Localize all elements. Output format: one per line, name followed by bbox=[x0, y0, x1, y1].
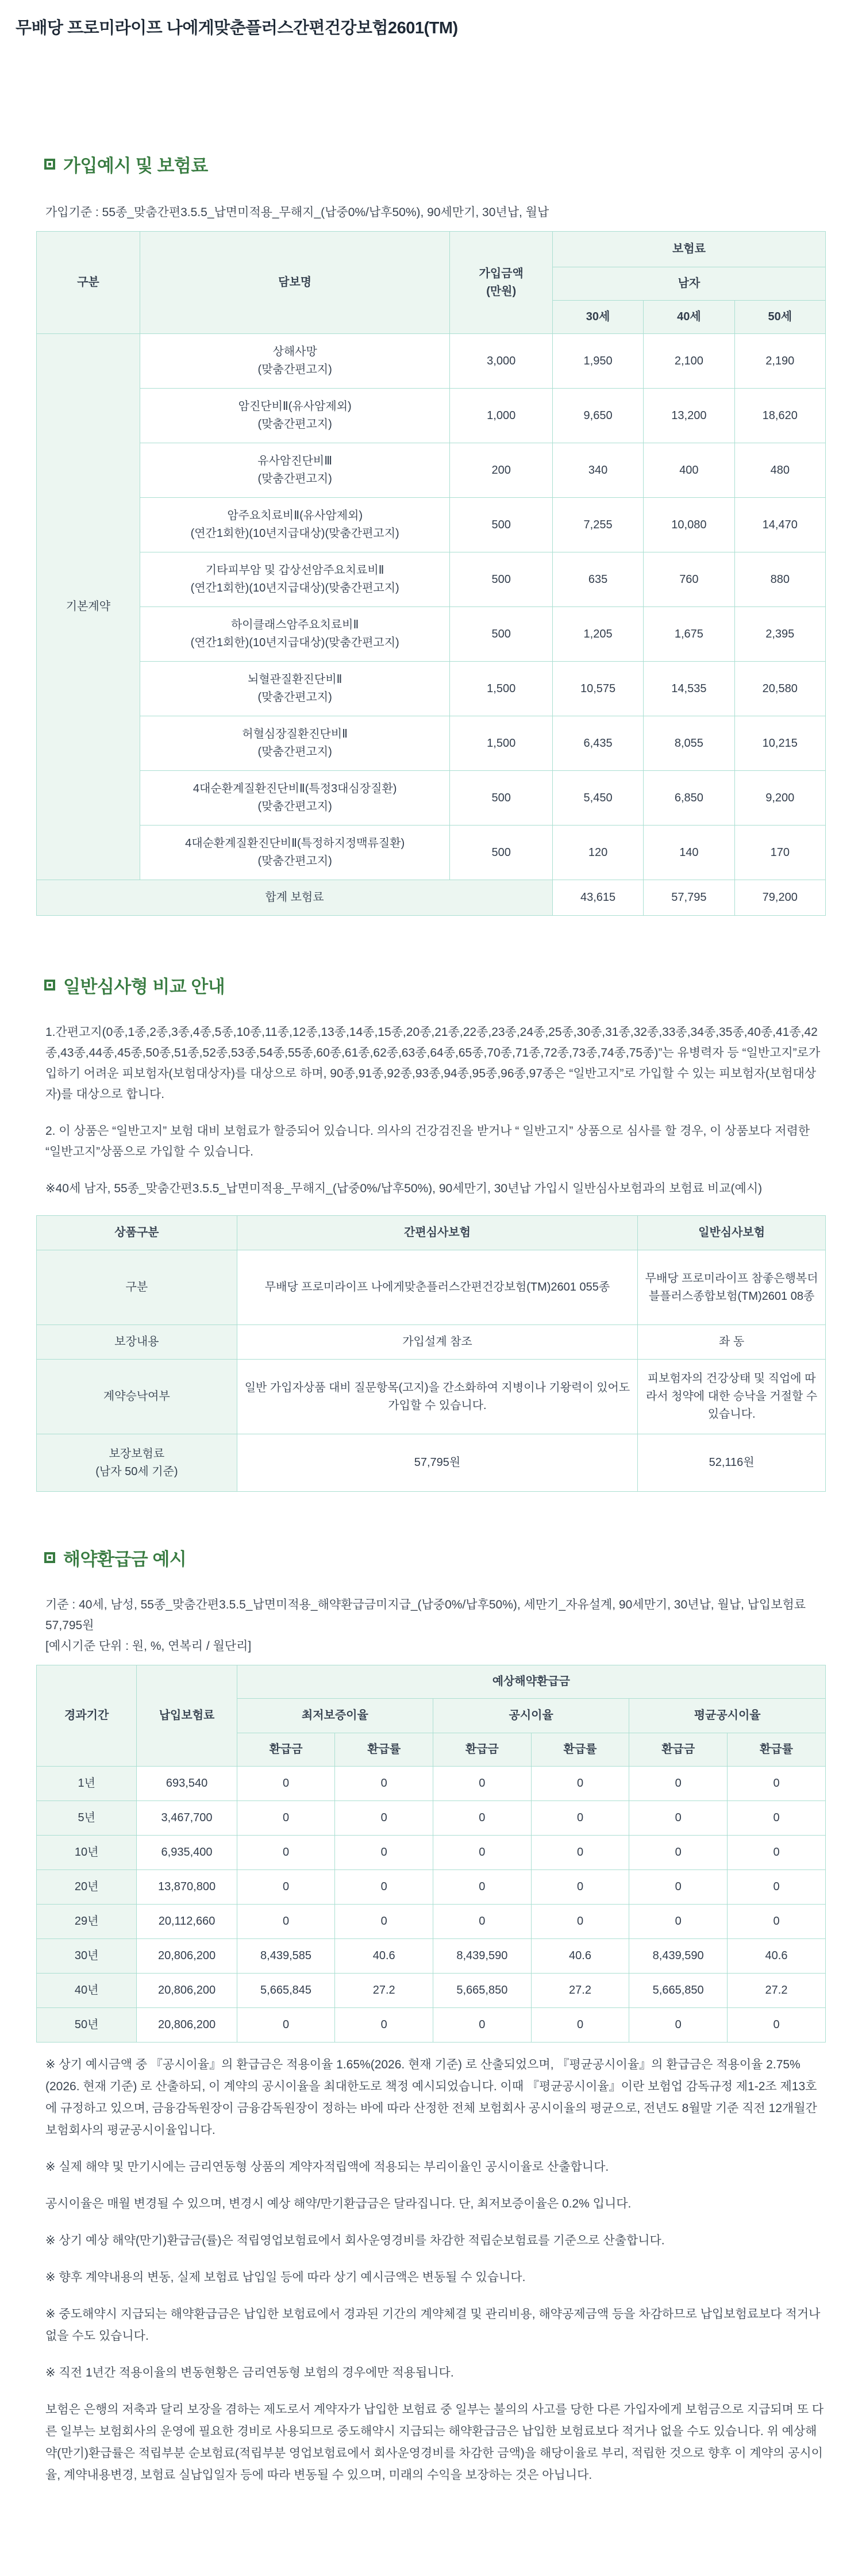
row-label: 보장내용 bbox=[37, 1325, 237, 1360]
col-header-paid-premium: 납입보험료 bbox=[137, 1665, 237, 1767]
table-row bbox=[37, 552, 826, 607]
coverage-name: 하이클래스암주요치료비Ⅱ bbox=[230, 619, 359, 631]
row-label: 구분 bbox=[37, 1250, 237, 1325]
col-header-expected-surrender: 예상해약환급금 bbox=[237, 1665, 825, 1699]
premium-40: 8,055 bbox=[644, 716, 734, 771]
section-heading-surrender-value bbox=[44, 1545, 826, 1571]
col-header-age-40: 40세 bbox=[644, 301, 734, 334]
coverage-sub: (맞춤간편고지) bbox=[257, 691, 332, 704]
premium-30: 5,450 bbox=[552, 771, 643, 826]
refund-amount: 8,439,590 bbox=[629, 1939, 728, 1974]
coverage-sub: (연간1회한)(10년지급대상)(맞춤간편고지) bbox=[190, 527, 399, 540]
premium-40: 14,535 bbox=[644, 662, 734, 716]
col-header-coverage: 담보명 bbox=[140, 232, 450, 334]
refund-amount: 5,665,845 bbox=[237, 1974, 335, 2008]
general-review-value: 무배당 프로미라이프 참좋은행복더블플러스종합보험(TM)2601 08종 bbox=[638, 1250, 826, 1325]
coverage-cell bbox=[140, 771, 450, 826]
refund-rate: 0 bbox=[728, 1905, 826, 1939]
premium-50: 14,470 bbox=[734, 498, 825, 552]
coverage-name: 암진단비Ⅱ(유사암제외) bbox=[238, 400, 352, 413]
refund-amount: 0 bbox=[433, 1905, 532, 1939]
col-header-refund-rate: 환급률 bbox=[728, 1733, 826, 1767]
coverage-cell bbox=[140, 498, 450, 552]
amount-value: 3,000 bbox=[450, 334, 552, 389]
total-label: 합계 보험료 bbox=[37, 880, 553, 916]
col-header-refund-amount: 환급금 bbox=[237, 1733, 335, 1767]
row-label bbox=[37, 1434, 237, 1492]
coverage-name: 뇌혈관질환진단비Ⅱ bbox=[247, 673, 343, 686]
section-heading-label: 가입예시 및 보험료 bbox=[63, 156, 208, 176]
premium-50: 9,200 bbox=[734, 771, 825, 826]
table-row bbox=[37, 1360, 826, 1434]
premium-30: 340 bbox=[552, 443, 643, 498]
coverage-cell bbox=[140, 443, 450, 498]
comparison-table bbox=[36, 1215, 826, 1492]
table-row bbox=[37, 498, 826, 552]
refund-rate: 0 bbox=[335, 1905, 433, 1939]
col-header-elapsed-period: 경과기간 bbox=[37, 1665, 137, 1767]
refund-rate: 0 bbox=[335, 1836, 433, 1870]
paid-premium: 20,806,200 bbox=[137, 1939, 237, 1974]
section-heading-label: 일반심사형 비교 안내 bbox=[63, 977, 225, 997]
refund-amount: 0 bbox=[433, 1870, 532, 1905]
col-header-refund-amount: 환급금 bbox=[433, 1733, 532, 1767]
premium-50: 480 bbox=[734, 443, 825, 498]
table-row bbox=[37, 1905, 826, 1939]
refund-rate: 0 bbox=[728, 1767, 826, 1801]
footnote: ※ 상기 예시금액 중 『공시이율』의 환급금은 적용이율 1.65%(2026. 현재 기준) 로 산출되었으며, 『평균공시이율』의 환급금은 적용이율 2.75%(2026. 현재 기준) 로 산출하되, 이 계약의 공시이율을 최대한도로 책정 예시되었습니다. 이때 『평균공시이율』이란 보험업 감독규정 제1-2조 제13호에 규정하고 있으며, 금융감독원장이 금융감독원장이 정하는 바에 따라 산정한 전체 보험회사 공시이율의 평균으로, 전년도 8월말 기준 직전 12개월간 보험회사의 평균공시이율입니다. bbox=[45, 2058, 817, 2137]
coverage-cell bbox=[140, 607, 450, 662]
col-header-product-type: 상품구분 bbox=[37, 1216, 237, 1250]
coverage-cell bbox=[140, 662, 450, 716]
table-row bbox=[37, 1870, 826, 1905]
coverage-sub: (맞춤간편고지) bbox=[257, 418, 332, 431]
surrender-value-table bbox=[36, 1665, 826, 2043]
footnote: ※ 상기 예상 해약(만기)환급금(률)은 적립영업보험료에서 회사운영경비를 차감한 적립순보험료를 기준으로 산출합니다. bbox=[45, 2234, 665, 2247]
header-row-1 bbox=[37, 1665, 826, 1699]
group-label-basic-contract: 기본계약 bbox=[37, 334, 140, 880]
surrender-criteria: 기준 : 40세, 남성, 55종_맞춤간편3.5.5_납면미적용_해약환급금미지급_(납중0%/납후50%), 세만기_자유설계, 90세만기, 30년납, 월납, 납입보험료 57,795원 bbox=[45, 1598, 806, 1632]
amount-value: 500 bbox=[450, 607, 552, 662]
refund-rate: 0 bbox=[531, 2008, 629, 2043]
subscription-criteria: 가입기준 : 55종_맞춤간편3.5.5_납면미적용_무해지_(납중0%/납후50%), 90세만기, 30년납, 월납 bbox=[45, 206, 549, 219]
period-label: 29년 bbox=[37, 1905, 137, 1939]
premium-30: 1,205 bbox=[552, 607, 643, 662]
refund-amount: 0 bbox=[629, 1836, 728, 1870]
header-row-1 bbox=[37, 232, 826, 267]
refund-rate: 27.2 bbox=[531, 1974, 629, 2008]
premium-30: 10,575 bbox=[552, 662, 643, 716]
refund-amount: 0 bbox=[629, 1905, 728, 1939]
coverage-sub: (연간1회한)(10년지급대상)(맞춤간편고지) bbox=[190, 582, 399, 594]
table-row bbox=[37, 607, 826, 662]
table-row bbox=[37, 1434, 826, 1492]
coverage-cell bbox=[140, 389, 450, 443]
refund-rate: 0 bbox=[335, 1870, 433, 1905]
paid-premium: 3,467,700 bbox=[137, 1801, 237, 1836]
coverage-name: 기타피부암 및 갑상선암주요치료비Ⅱ bbox=[205, 564, 384, 577]
period-label: 50년 bbox=[37, 2008, 137, 2043]
refund-amount: 0 bbox=[237, 1870, 335, 1905]
premium-40: 760 bbox=[644, 552, 734, 607]
refund-amount: 0 bbox=[433, 1836, 532, 1870]
coverage-cell bbox=[140, 716, 450, 771]
table-row bbox=[37, 1801, 826, 1836]
premium-40: 140 bbox=[644, 826, 734, 880]
coverage-sub: (맞춤간편고지) bbox=[257, 855, 332, 867]
period-label: 20년 bbox=[37, 1870, 137, 1905]
row-label-line1: 보장보험료 bbox=[109, 1447, 165, 1460]
premium-50: 2,190 bbox=[734, 334, 825, 389]
table-row bbox=[37, 1767, 826, 1801]
refund-amount: 0 bbox=[237, 1801, 335, 1836]
refund-rate: 0 bbox=[531, 1836, 629, 1870]
coverage-cell bbox=[140, 334, 450, 389]
table-row bbox=[37, 1325, 826, 1360]
table-row bbox=[37, 334, 826, 389]
refund-rate: 0 bbox=[728, 1870, 826, 1905]
section-heading-general-comparison bbox=[44, 972, 826, 998]
refund-rate: 0 bbox=[728, 1836, 826, 1870]
col-header-age-50: 50세 bbox=[734, 301, 825, 334]
col-header-amount-line1: 가입금액 bbox=[479, 267, 524, 280]
refund-amount: 0 bbox=[433, 1767, 532, 1801]
header-row bbox=[37, 1216, 826, 1250]
premium-example-table bbox=[36, 231, 826, 916]
footnote: 공시이율은 매월 변경될 수 있으며, 변경시 예상 해약/만기환급금은 달라집니다. 단, 최저보증이율은 0.2% 입니다. bbox=[45, 2197, 632, 2210]
footnote: ※ 중도해약시 지급되는 해약환급금은 납입한 보험료에서 경과된 기간의 계약체결 및 관리비용, 해약공제금액 등을 차감하므로 납입보험료보다 적거나 없을 수도 있습니다. bbox=[45, 2308, 821, 2343]
paid-premium: 693,540 bbox=[137, 1767, 237, 1801]
footnote: ※ 향후 계약내용의 변동, 실제 보험료 납입일 등에 따라 상기 예시금액은 변동될 수 있습니다. bbox=[45, 2271, 526, 2284]
section-heading-subscription-example bbox=[44, 151, 826, 177]
insurance-product-page bbox=[0, 15, 862, 2576]
period-label: 30년 bbox=[37, 1939, 137, 1974]
comparison-para-3: ※40세 남자, 55종_맞춤간편3.5.5_납면미적용_무해지_(납중0%/납후50%), 90세만기, 30년납 가입시 일반심사보험과의 보험료 비교(예시) bbox=[45, 1182, 763, 1195]
total-premium-40: 57,795 bbox=[644, 880, 734, 916]
table-row bbox=[37, 443, 826, 498]
premium-40: 13,200 bbox=[644, 389, 734, 443]
col-header-refund-amount: 환급금 bbox=[629, 1733, 728, 1767]
table-row bbox=[37, 1974, 826, 2008]
table-row bbox=[37, 1939, 826, 1974]
refund-rate: 0 bbox=[335, 1767, 433, 1801]
premium-50: 20,580 bbox=[734, 662, 825, 716]
col-header-gender: 남자 bbox=[552, 267, 825, 301]
amount-value: 500 bbox=[450, 498, 552, 552]
coverage-name: 4대순환계질환진단비Ⅱ(특정하지정맥류질환) bbox=[185, 837, 405, 850]
coverage-name: 상해사망 bbox=[272, 345, 317, 358]
table-row bbox=[37, 826, 826, 880]
amount-value: 500 bbox=[450, 771, 552, 826]
col-header-age-30: 30세 bbox=[552, 301, 643, 334]
amount-value: 1,500 bbox=[450, 716, 552, 771]
col-header-simple-review: 간편심사보험 bbox=[237, 1216, 637, 1250]
refund-rate: 0 bbox=[335, 1801, 433, 1836]
refund-rate: 40.6 bbox=[335, 1939, 433, 1974]
coverage-sub: (맞춤간편고지) bbox=[257, 363, 332, 376]
premium-40: 2,100 bbox=[644, 334, 734, 389]
total-premium-30: 43,615 bbox=[552, 880, 643, 916]
premium-30: 9,650 bbox=[552, 389, 643, 443]
coverage-name: 암주요치료비Ⅱ(유사암제외) bbox=[227, 509, 363, 522]
refund-rate: 0 bbox=[531, 1767, 629, 1801]
refund-amount: 5,665,850 bbox=[433, 1974, 532, 2008]
paid-premium: 20,806,200 bbox=[137, 1974, 237, 2008]
refund-rate: 27.2 bbox=[335, 1974, 433, 2008]
paid-premium: 20,112,660 bbox=[137, 1905, 237, 1939]
col-header-min-guaranteed-rate: 최저보증이율 bbox=[237, 1699, 433, 1733]
refund-amount: 8,439,585 bbox=[237, 1939, 335, 1974]
col-header-avg-declared-rate: 평균공시이율 bbox=[629, 1699, 826, 1733]
premium-50: 18,620 bbox=[734, 389, 825, 443]
simple-review-value: 가입설계 참조 bbox=[237, 1325, 637, 1360]
row-label: 계약승낙여부 bbox=[37, 1360, 237, 1434]
section-bullet-icon bbox=[44, 980, 55, 991]
col-header-refund-rate: 환급률 bbox=[335, 1733, 433, 1767]
comparison-para-1: 1.간편고지(0종,1종,2종,3종,4종,5종,10종,11종,12종,13종,14종,15종,20종,21종,22종,23종,24종,25종,30종,31종,32종,33종,34종,35종,40종,41종,42종,43종,44종,45종,50종,51종,52종,53종,54종,55종,60종,61종,62종,63종,64종,65종,70종,71종,72종,73종,74종,75종)”는 유병력자 등 “일반고지”로가입하기 어려운 피보험자(보험대상자)를 대상으로 하며, 90종,91종,92종,93종,94종,95종,96종,97종은 “일반고지”로 가입할 수 있는 피보험자(보험대상자)를 대상으로 합니다. bbox=[45, 1026, 821, 1101]
table-row bbox=[37, 771, 826, 826]
col-header-refund-rate: 환급률 bbox=[531, 1733, 629, 1767]
total-row bbox=[37, 880, 826, 916]
col-header-declared-rate: 공시이율 bbox=[433, 1699, 629, 1733]
table-row bbox=[37, 1250, 826, 1325]
premium-40: 400 bbox=[644, 443, 734, 498]
paid-premium: 13,870,800 bbox=[137, 1870, 237, 1905]
table-row bbox=[37, 389, 826, 443]
premium-50: 10,215 bbox=[734, 716, 825, 771]
premium-50: 2,395 bbox=[734, 607, 825, 662]
coverage-sub: (맞춤간편고지) bbox=[257, 473, 332, 485]
surrender-unit-note: [예시기준 단위 : 원, %, 연복리 / 월단리] bbox=[45, 1640, 252, 1653]
refund-amount: 0 bbox=[237, 1836, 335, 1870]
section-heading-label: 해약환급금 예시 bbox=[63, 1549, 187, 1569]
row-label-line2: (남자 50세 기준) bbox=[95, 1465, 178, 1478]
premium-30: 6,435 bbox=[552, 716, 643, 771]
refund-amount: 0 bbox=[237, 1905, 335, 1939]
premium-50: 170 bbox=[734, 826, 825, 880]
premium-30: 1,950 bbox=[552, 334, 643, 389]
col-header-general-review: 일반심사보험 bbox=[638, 1216, 826, 1250]
coverage-cell bbox=[140, 826, 450, 880]
period-label: 10년 bbox=[37, 1836, 137, 1870]
premium-50: 880 bbox=[734, 552, 825, 607]
refund-rate: 40.6 bbox=[531, 1939, 629, 1974]
amount-value: 1,000 bbox=[450, 389, 552, 443]
refund-rate: 40.6 bbox=[728, 1939, 826, 1974]
refund-rate: 0 bbox=[728, 1801, 826, 1836]
section-bullet-icon bbox=[44, 1552, 55, 1563]
col-header-premium: 보험료 bbox=[552, 232, 825, 267]
footnote: ※ 직전 1년간 적용이율의 변동현황은 금리연동형 보험의 경우에만 적용됩니다. bbox=[45, 2366, 454, 2379]
coverage-cell bbox=[140, 552, 450, 607]
refund-amount: 0 bbox=[629, 1870, 728, 1905]
premium-40: 1,675 bbox=[644, 607, 734, 662]
refund-rate: 27.2 bbox=[728, 1974, 826, 2008]
refund-amount: 0 bbox=[629, 2008, 728, 2043]
refund-amount: 5,665,850 bbox=[629, 1974, 728, 2008]
coverage-sub: (맞춤간편고지) bbox=[257, 746, 332, 758]
coverage-name: 허혈심장질환진단비Ⅱ bbox=[242, 728, 348, 740]
period-label: 1년 bbox=[37, 1767, 137, 1801]
general-review-value: 52,116원 bbox=[638, 1434, 826, 1492]
amount-value: 200 bbox=[450, 443, 552, 498]
period-label: 40년 bbox=[37, 1974, 137, 2008]
general-review-value: 좌 동 bbox=[638, 1325, 826, 1360]
refund-amount: 0 bbox=[433, 2008, 532, 2043]
refund-rate: 0 bbox=[531, 1870, 629, 1905]
refund-rate: 0 bbox=[335, 2008, 433, 2043]
simple-review-value: 무배당 프로미라이프 나에게맞춘플러스간편건강보험(TM)2601 055종 bbox=[237, 1250, 637, 1325]
amount-value: 500 bbox=[450, 552, 552, 607]
paid-premium: 20,806,200 bbox=[137, 2008, 237, 2043]
premium-30: 635 bbox=[552, 552, 643, 607]
total-premium-50: 79,200 bbox=[734, 880, 825, 916]
coverage-name: 4대순환계질환진단비Ⅱ(특정3대심장질환) bbox=[193, 782, 397, 795]
coverage-name: 유사암진단비Ⅲ bbox=[257, 455, 333, 467]
section-bullet-icon bbox=[44, 159, 55, 170]
amount-value: 500 bbox=[450, 826, 552, 880]
refund-amount: 0 bbox=[237, 1767, 335, 1801]
period-label: 5년 bbox=[37, 1801, 137, 1836]
table-row bbox=[37, 716, 826, 771]
paid-premium: 6,935,400 bbox=[137, 1836, 237, 1870]
refund-rate: 0 bbox=[728, 2008, 826, 2043]
table-row bbox=[37, 2008, 826, 2043]
premium-40: 6,850 bbox=[644, 771, 734, 826]
table-row bbox=[37, 662, 826, 716]
general-review-value: 피보험자의 건강상태 및 직업에 따라서 청약에 대한 승낙을 거절할 수 있습니다. bbox=[638, 1360, 826, 1434]
refund-rate: 0 bbox=[531, 1801, 629, 1836]
refund-amount: 0 bbox=[237, 2008, 335, 2043]
refund-amount: 0 bbox=[629, 1801, 728, 1836]
footnotes bbox=[36, 2054, 826, 2486]
page-title: 무배당 프로미라이프 나에게맞춘플러스간편건강보험2601(TM) bbox=[16, 19, 458, 37]
simple-review-value: 57,795원 bbox=[237, 1434, 637, 1492]
premium-30: 7,255 bbox=[552, 498, 643, 552]
footnote: 보험은 은행의 저축과 달리 보장을 겸하는 제도로서 계약자가 납입한 보험료 중 일부는 불의의 사고를 당한 다른 가입자에게 보험금으로 지급되며 또 다른 일부는 보험회사의 운영에 필요한 경비로 사용되므로 중도해약시 지급되는 해약환급금은 납입한 보험료보다 적거나 없을 수도 있습니다. 위 예상해약(만기)환급률은 적립부분 순보험료(적립부분 영업보험료에서 회사운영경비를 차감한 금액)을 해당이율로 부리, 적립한 것으로 향후 이 계약의 공시이율, 계약내용변경, 보험료 실납입일자 등에 따라 변동될 수 있으며, 미래의 수익을 보장하는 것은 아닙니다. bbox=[45, 2403, 824, 2482]
refund-amount: 0 bbox=[629, 1767, 728, 1801]
footnote: ※ 실제 해약 및 만기시에는 금리연동형 상품의 계약자적립액에 적용되는 부리이율인 공시이율로 산출합니다. bbox=[45, 2160, 609, 2174]
refund-rate: 0 bbox=[531, 1905, 629, 1939]
refund-amount: 8,439,590 bbox=[433, 1939, 532, 1974]
premium-40: 10,080 bbox=[644, 498, 734, 552]
coverage-sub: (맞춤간편고지) bbox=[257, 800, 332, 813]
col-header-amount bbox=[450, 232, 552, 334]
simple-review-value: 일반 가입자상품 대비 질문항목(고지)을 간소화하여 지병이나 기왕력이 있어도 가입할 수 있습니다. bbox=[237, 1360, 637, 1434]
table-row bbox=[37, 1836, 826, 1870]
premium-30: 120 bbox=[552, 826, 643, 880]
comparison-para-2: 2. 이 상품은 “일반고지” 보험 대비 보험료가 할증되어 있습니다. 의사의 건강검진을 받거나 “ 일반고지” 상품으로 심사를 할 경우, 이 상품보다 저렴한 “일반고지”상품으로 가입할 수 있습니다. bbox=[45, 1124, 810, 1158]
amount-value: 1,500 bbox=[450, 662, 552, 716]
col-header-amount-line2: (만원) bbox=[486, 285, 517, 298]
coverage-sub: (연간1회한)(10년지급대상)(맞춤간편고지) bbox=[190, 636, 399, 649]
col-header-gubun: 구분 bbox=[37, 232, 140, 334]
refund-amount: 0 bbox=[433, 1801, 532, 1836]
